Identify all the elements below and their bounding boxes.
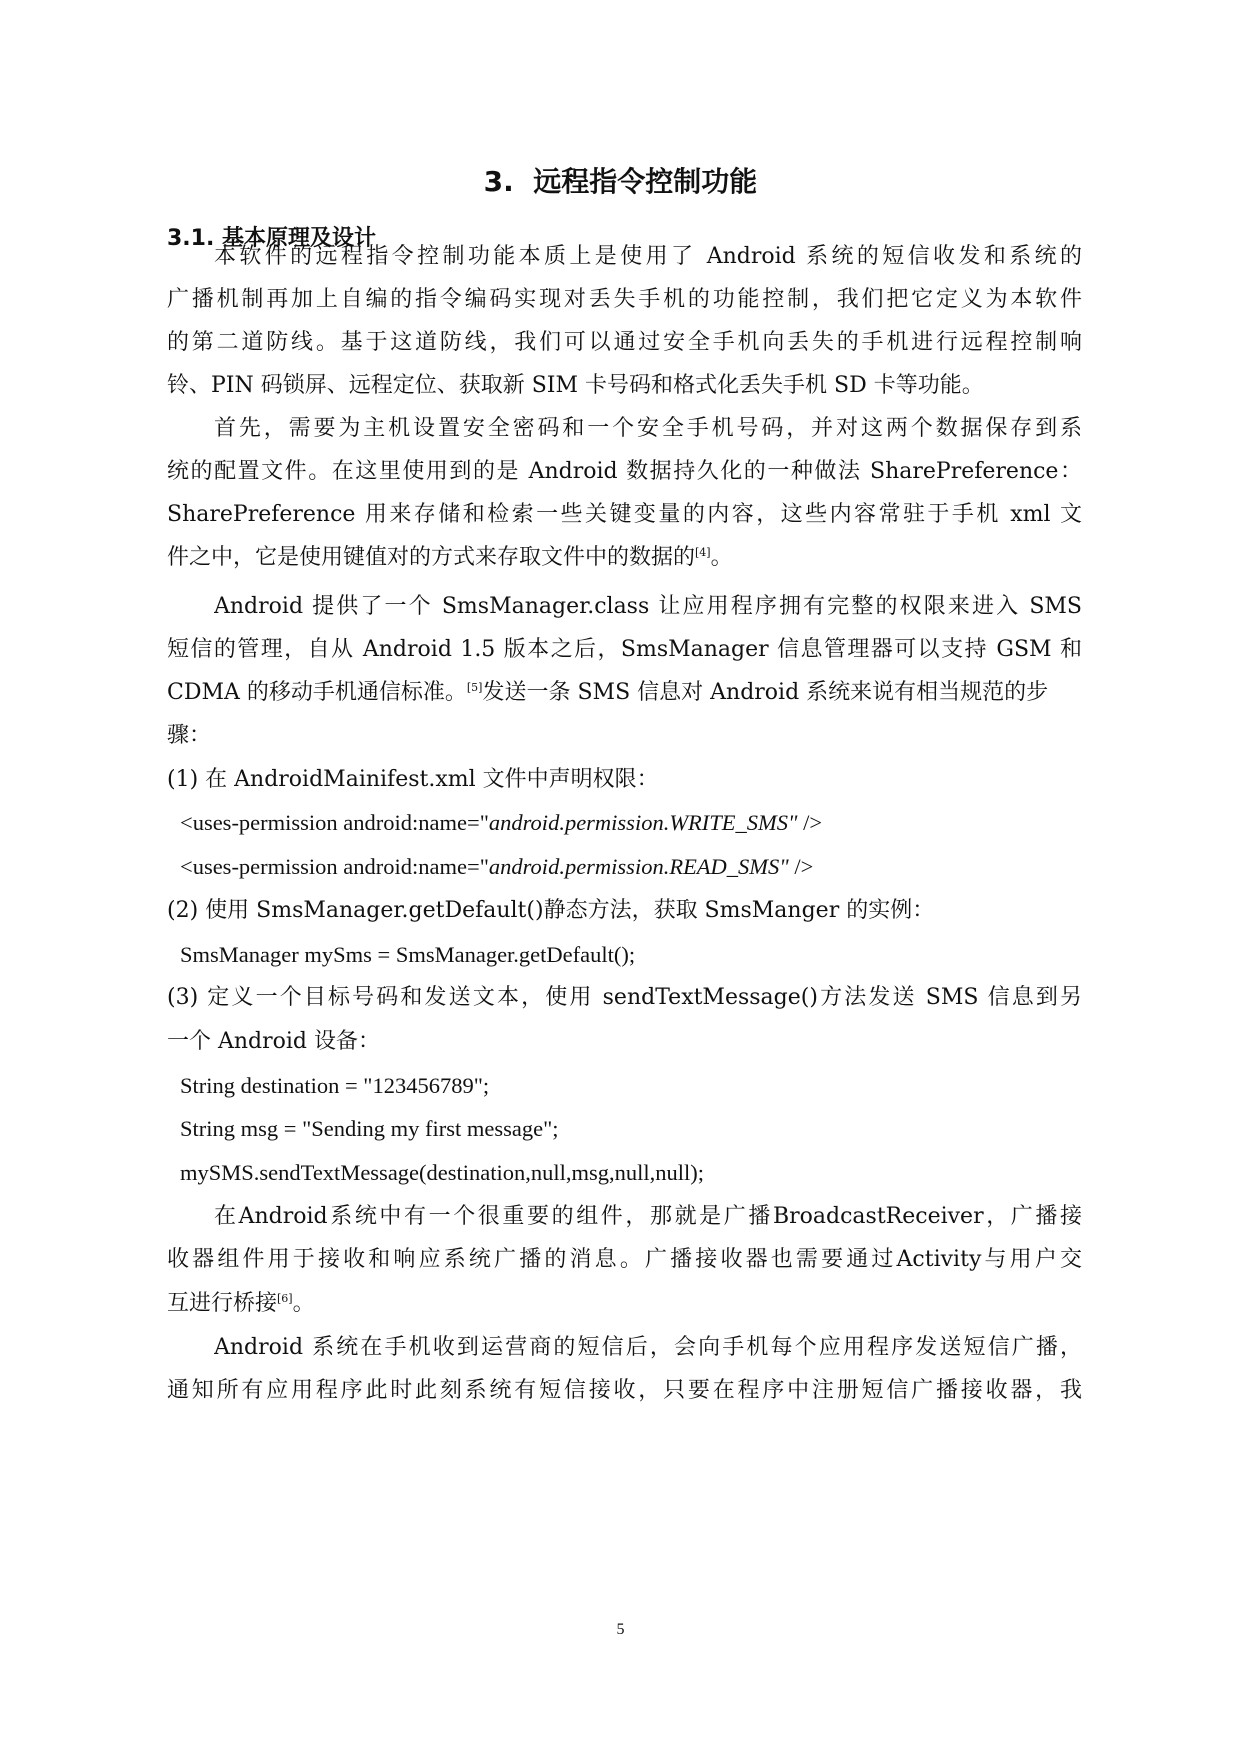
citation-ref: [5] — [466, 681, 483, 694]
page-number: 5 — [616, 1621, 625, 1638]
paragraph-line: 在Android系统中有一个很重要的组件，那就是广播BroadcastReceiver，广播接 — [214, 1204, 1082, 1229]
code-line: mySMS.sendTextMessage(destination,null,msg,null,null); — [180, 1160, 705, 1185]
citation-ref: [6] — [277, 1292, 293, 1305]
paragraph-line: 首先，需要为主机设置安全密码和一个安全手机号码，并对这两个数据保存到系 — [214, 416, 1082, 441]
citation-ref: [4] — [695, 546, 711, 559]
chapter-heading — [0, 164, 1241, 200]
chapter-number: 3. — [483, 165, 514, 198]
code-text: /> — [788, 854, 814, 879]
code-text-italic: android.permission.READ_SMS" — [488, 854, 789, 879]
section-number: 3.1. — [167, 226, 215, 251]
paragraph-line: Android 提供了一个 SmsManager.class 让应用程序拥有完整的权限来进入 SMS — [214, 594, 1082, 619]
paragraph-line — [167, 1289, 1082, 1319]
paragraph-text: 。 — [710, 545, 733, 570]
paragraph-text: CDMA 的移动手机通信标准。 — [167, 680, 467, 705]
paragraph-line: 的第二道防线。基于这道防线，我们可以通过安全手机向丢失的手机进行远程控制响 — [167, 330, 1082, 355]
paragraph-line: 统的配置文件。在这里使用到的是 Android 数据持久化的一种做法 SharePreference： — [167, 459, 1082, 484]
paragraph-text: 发送一条 SMS 信息对 Android 系统来说有相当规范的步 — [482, 680, 1049, 705]
code-text: /> — [797, 810, 823, 835]
step-label: (1) 在 AndroidMainifest.xml 文件中声明权限： — [167, 767, 659, 792]
step-label: (3) 定义一个目标号码和发送文本，使用 sendTextMessage()方法发送 SMS 信息到另 — [167, 985, 1082, 1010]
code-text-italic: android.permission.WRITE_SMS" — [488, 810, 798, 835]
code-text: <uses-permission android:name=" — [180, 854, 489, 879]
paragraph-text: 互进行桥接 — [167, 1291, 278, 1316]
paragraph-line: 收器组件用于接收和响应系统广播的消息。广播接收器也需要通过Activity与用户交 — [167, 1247, 1082, 1272]
paragraph-line: 短信的管理，自从 Android 1.5 版本之后，SmsManager 信息管理器可以支持 GSM 和 — [167, 637, 1082, 662]
paragraph-text: 。 — [292, 1291, 315, 1316]
paragraph-line: SharePreference 用来存储和检索一些关键变量的内容，这些内容常驻于手机 xml 文 — [167, 502, 1082, 527]
code-text: <uses-permission android:name=" — [180, 810, 489, 835]
paragraph-line — [167, 678, 1082, 708]
paragraph-line: Android 系统在手机收到运营商的短信后，会向手机每个应用程序发送短信广播， — [214, 1335, 1082, 1360]
paragraph-text: 件之中，它是使用键值对的方式来存取文件中的数据的 — [167, 545, 696, 570]
paragraph-line: 广播机制再加上自编的指令编码实现对丢失手机的功能控制，我们把它定义为本软件 — [167, 287, 1082, 312]
code-line — [180, 852, 1080, 882]
step-label: 一个 Android 设备： — [167, 1029, 381, 1054]
section-title: 基本原理及设计 — [222, 226, 377, 251]
paragraph-line: 铃、PIN 码锁屏、远程定位、获取新 SIM 卡号码和格式化丢失手机 SD 卡等功能。 — [167, 373, 984, 398]
paragraph-line: 通知所有应用程序此时此刻系统有短信接收，只要在程序中注册短信广播接收器，我 — [167, 1378, 1082, 1403]
code-line: SmsManager mySms = SmsManager.getDefault(); — [180, 942, 636, 967]
paragraph-line: 骤： — [167, 723, 212, 748]
paragraph-line — [167, 543, 1082, 573]
code-line: String msg = "Sending my first message"; — [180, 1116, 559, 1141]
code-line — [180, 808, 1080, 838]
paragraph-line: 本软件的远程指令控制功能本质上是使用了 Android 系统的短信收发和系统的 — [214, 244, 1082, 269]
code-line: String destination = "123456789"; — [180, 1073, 490, 1098]
step-label: (2) 使用 SmsManager.getDefault()静态方法，获取 SmsManger 的实例： — [167, 898, 935, 923]
chapter-title: 远程指令控制功能 — [533, 165, 758, 198]
